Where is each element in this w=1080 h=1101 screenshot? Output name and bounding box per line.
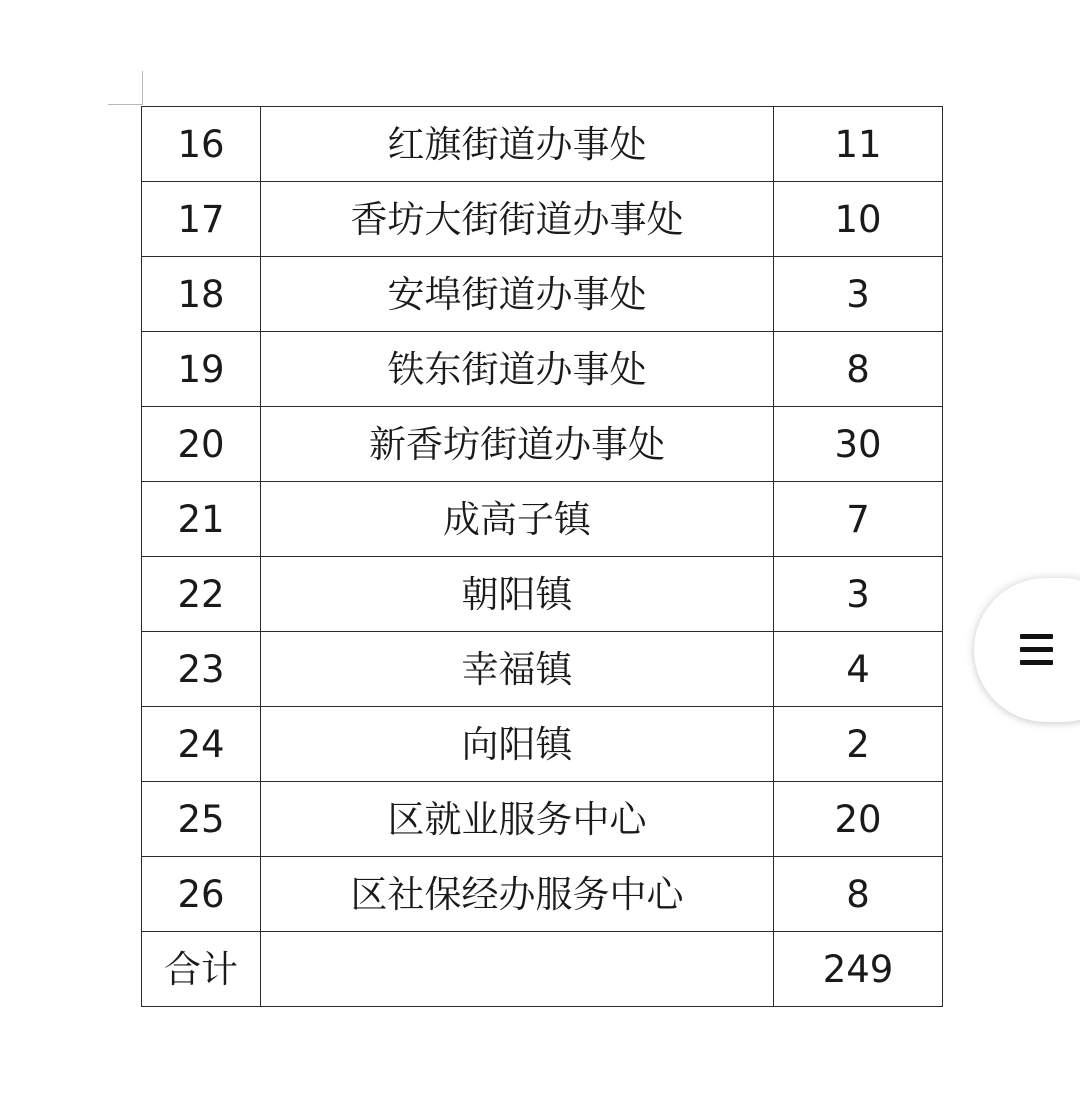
hamburger-menu-icon [1020, 634, 1053, 666]
row-number: 26 [142, 857, 261, 932]
row-number: 25 [142, 782, 261, 857]
unit-name: 安埠街道办事处 [261, 257, 774, 332]
unit-count: 11 [774, 107, 943, 182]
unit-count: 7 [774, 482, 943, 557]
table-row [142, 257, 943, 332]
row-number: 16 [142, 107, 261, 182]
unit-count: 3 [774, 257, 943, 332]
table-row [142, 782, 943, 857]
margin-corner-mark-horizontal [108, 104, 143, 105]
table-row [142, 407, 943, 482]
row-number: 20 [142, 407, 261, 482]
table-row [142, 482, 943, 557]
row-number: 18 [142, 257, 261, 332]
unit-name: 香坊大街街道办事处 [261, 182, 774, 257]
unit-name: 成高子镇 [261, 482, 774, 557]
row-number: 17 [142, 182, 261, 257]
unit-count: 4 [774, 632, 943, 707]
table-row [142, 707, 943, 782]
unit-count: 8 [774, 332, 943, 407]
unit-count: 20 [774, 782, 943, 857]
unit-name: 新香坊街道办事处 [261, 407, 774, 482]
row-number: 19 [142, 332, 261, 407]
total-count: 249 [774, 932, 943, 1007]
total-label: 合计 [142, 932, 261, 1007]
unit-name: 朝阳镇 [261, 557, 774, 632]
table-row [142, 557, 943, 632]
row-number: 23 [142, 632, 261, 707]
row-number: 24 [142, 707, 261, 782]
unit-count: 8 [774, 857, 943, 932]
unit-count: 30 [774, 407, 943, 482]
unit-count: 2 [774, 707, 943, 782]
unit-count: 3 [774, 557, 943, 632]
table-row [142, 107, 943, 182]
unit-count: 10 [774, 182, 943, 257]
unit-name: 向阳镇 [261, 707, 774, 782]
unit-name: 区就业服务中心 [261, 782, 774, 857]
total-row [142, 932, 943, 1007]
table-row [142, 182, 943, 257]
unit-name: 区社保经办服务中心 [261, 857, 774, 932]
unit-name: 铁东街道办事处 [261, 332, 774, 407]
table-row [142, 857, 943, 932]
table-row [142, 332, 943, 407]
table-row [142, 632, 943, 707]
row-number: 21 [142, 482, 261, 557]
row-number: 22 [142, 557, 261, 632]
data-table [141, 106, 943, 1007]
floating-menu-button[interactable] [974, 578, 1080, 722]
total-name [261, 932, 774, 1007]
unit-name: 红旗街道办事处 [261, 107, 774, 182]
margin-corner-mark-vertical [142, 71, 143, 105]
unit-name: 幸福镇 [261, 632, 774, 707]
